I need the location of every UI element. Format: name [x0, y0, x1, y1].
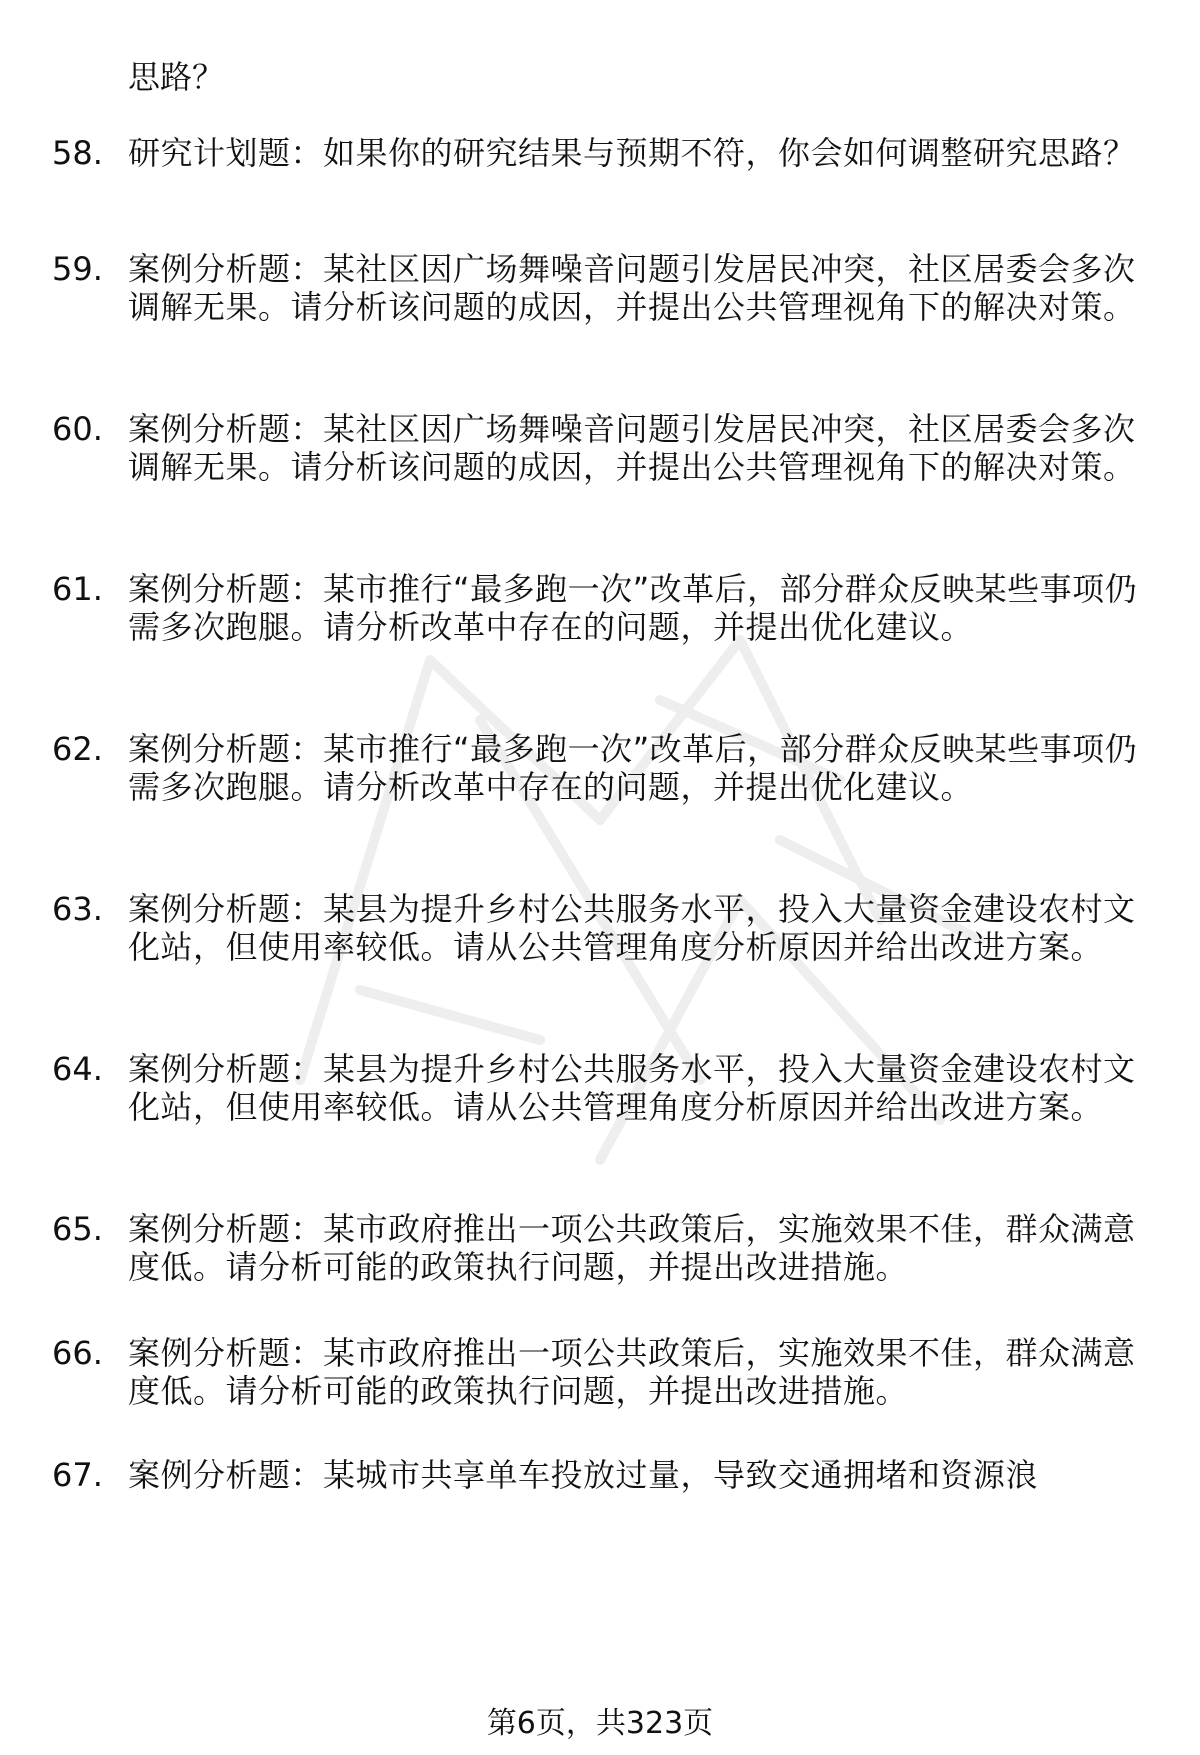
question-text: 案例分析题：某市政府推出一项公共政策后，实施效果不佳，群众满意度低。请分析可能的政策执行问题，并提出改进措施。: [128, 1210, 1136, 1286]
continuation-text: 思路？: [128, 58, 225, 96]
question-number: 60.: [52, 410, 103, 448]
question-text: 案例分析题：某市推行“最多跑一次”改革后，部分群众反映某些事项仍需多次跑腿。请分析改革中存在的问题，并提出优化建议。: [128, 730, 1138, 806]
question-text: 案例分析题：某社区因广场舞噪音问题引发居民冲突，社区居委会多次调解无果。请分析该问题的成因，并提出公共管理视角下的解决对策。: [128, 410, 1136, 486]
question-number: 65.: [52, 1210, 103, 1248]
question-number: 66.: [52, 1334, 103, 1372]
question-text: 案例分析题：某县为提升乡村公共服务水平，投入大量资金建设农村文化站，但使用率较低。请从公共管理角度分析原因并给出改进方案。: [128, 1050, 1136, 1126]
question-text: 案例分析题：某市推行“最多跑一次”改革后，部分群众反映某些事项仍需多次跑腿。请分析改革中存在的问题，并提出优化建议。: [128, 570, 1138, 646]
page-footer: 第6页，共323页: [486, 1706, 714, 1741]
question-number: 62.: [52, 730, 103, 768]
question-number: 59.: [52, 250, 103, 288]
question-text: 案例分析题：某县为提升乡村公共服务水平，投入大量资金建设农村文化站，但使用率较低。请从公共管理角度分析原因并给出改进方案。: [128, 890, 1136, 966]
question-number: 67.: [52, 1456, 103, 1494]
question-number: 58.: [52, 134, 103, 172]
question-text: 案例分析题：某社区因广场舞噪音问题引发居民冲突，社区居委会多次调解无果。请分析该问题的成因，并提出公共管理视角下的解决对策。: [128, 250, 1136, 326]
question-text: 案例分析题：某市政府推出一项公共政策后，实施效果不佳，群众满意度低。请分析可能的政策执行问题，并提出改进措施。: [128, 1334, 1136, 1410]
question-number: 64.: [52, 1050, 103, 1088]
question-text: 研究计划题：如果你的研究结果与预期不符，你会如何调整研究思路？: [128, 134, 1136, 172]
question-number: 63.: [52, 890, 103, 928]
question-text: 案例分析题：某城市共享单车投放过量，导致交通拥堵和资源浪: [128, 1456, 1039, 1494]
question-number: 61.: [52, 570, 103, 608]
